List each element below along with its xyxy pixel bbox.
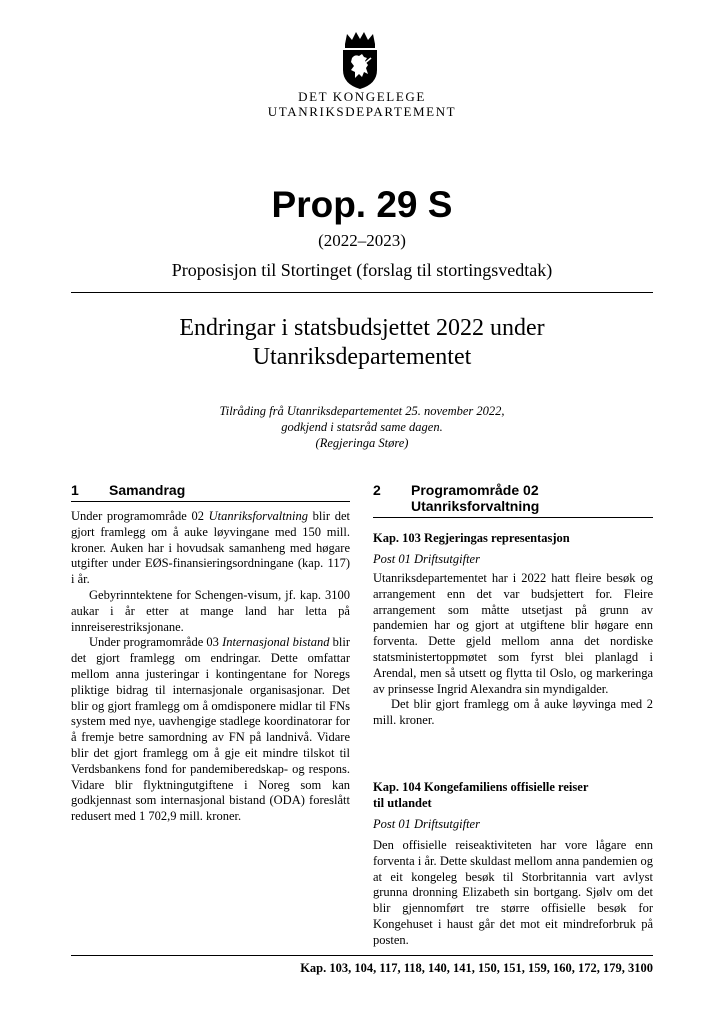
section-1-paragraph-2: Gebyrinntektene for Schengen-visum, jf. kap. 3100 aukar i år etter at mange land har letta på innreiserestriksjonane. <box>71 587 350 634</box>
title-line-2: Utanriksdepartementet <box>252 344 472 370</box>
chapter-list-footer: Kap. 103, 104, 117, 118, 140, 141, 150, 151, 159, 160, 172, 179, 3100 <box>300 961 653 975</box>
coat-of-arms-logo <box>335 30 385 90</box>
text-run: blir det gjort framlegg om å auke løyvingane med 150 mill. kroner. Auken har i hovudsak samanheng med høgare utgifter under EØS-finansieringsordningane (kap. 117) i år. <box>71 509 350 587</box>
document-title <box>0 314 724 372</box>
chapter-103-paragraph-1: Utanriksdepartementet har i 2022 hatt fleire besøk og arrangement enn det var budsjettert for. Fleire arrangement som måtte utsetjast på grunn av pandemien har og gjort at utgiftene blir høgare enn forventa. Dette gjeld mellom anna det nordiske statsministertoppmøtet som fyrst blei planlagd i Arendal, men så utsett og flytta til Oslo, og markeringa av prinsesse Ingrid Alexandra sin myndigalder. <box>373 571 653 696</box>
ministry-name-line2: UTANRIKSDEPARTEMENT <box>267 104 457 119</box>
chapter-103-body <box>373 571 653 729</box>
document-subtitle: Proposisjon til Stortinget (forslag til stortingsvedtak) <box>171 260 553 280</box>
approval-note <box>0 403 724 451</box>
section-1-paragraph-1 <box>71 509 350 588</box>
chapter-104-heading-line-1: Kap. 104 Kongefamiliens offisielle reiser <box>373 780 589 794</box>
text-run: Under programområde 02 <box>71 509 209 523</box>
chapter-104-heading-line-2: til utlandet <box>373 795 432 810</box>
chapter-103-post: Post 01 Driftsutgifter <box>373 552 480 566</box>
text-run: Under programområde 03 <box>89 635 223 650</box>
section-1-title: Samandrag <box>109 482 186 498</box>
chapter-104-heading <box>373 780 653 811</box>
chapter-104-body <box>373 838 653 949</box>
top-divider <box>71 292 653 293</box>
chapter-104-post: Post 01 Driftsutgifter <box>373 817 480 831</box>
section-1-paragraph-3 <box>71 635 350 825</box>
section-2-title-line-2: Utanriksforvaltning <box>411 498 540 514</box>
approval-line-3: (Regjeringa Støre) <box>315 436 409 450</box>
bottom-divider <box>71 955 653 956</box>
ministry-name-line1: DET KONGELEGE <box>298 89 426 104</box>
chapter-103-paragraph-2: Det blir gjort framlegg om å auke løyvinga med 2 mill. kroner. <box>373 697 653 728</box>
text-run: blir det gjort framlegg om endringar. Dette omfattar mellom anna justeringar i kontingentane for Noregs pliktige bidrag til internasjonale organisasjonar. Det blir og gjort framlegg om å omdisponere midlar til FNs system med nye, uavhengige stadlege koordinatorar for å fremje betre samordning av FN på landnivå. Vidare blir det gjort framlegg om å gje eit mindre tilskot til Verdsbankens fond for pandemiberedskap- og respons. Vidare blir flyktningutgiftene i Noreg som kan godkjennast som internasjonal bistand (ODA) foreslått redusert med 1 702,9 mill. kroner. <box>71 635 351 824</box>
approval-line-2: godkjend i statsråd same dagen. <box>281 420 443 434</box>
chapter-103-heading: Kap. 103 Regjeringas representasjon <box>373 531 570 545</box>
section-2-number: 2 <box>373 482 381 498</box>
emphasis-run: Internasjonal bistand <box>222 635 330 650</box>
section-2-rule <box>373 517 653 518</box>
title-line-1: Endringar i statsbudsjettet 2022 under <box>179 315 545 341</box>
chapter-104-paragraph-1: Den offisielle reiseaktiviteten har vore lågare enn forventa i år. Dette skuldast mellom anna pandemien og at eit kongeleg besøk til Storbritannia vart avlyst grunna dronning Elizabeth sin bortgang. Sjølv om det blir gjennomført tre større offisielle besøk for Kongehuset i haust går det mot eit mindreforbruk på posten. <box>373 838 653 947</box>
emphasis-run: Utanriksforvaltning <box>208 509 308 523</box>
session-years: (2022–2023) <box>318 231 406 250</box>
section-2-title-line-1: Programområde 02 <box>411 482 539 498</box>
section-1-heading <box>71 482 350 498</box>
section-1-number: 1 <box>71 482 79 498</box>
section-2-heading <box>373 482 653 514</box>
approval-line-1: Tilråding frå Utanriksdepartementet 25. november 2022, <box>219 404 505 418</box>
section-1-body <box>71 509 350 825</box>
section-1-rule <box>71 501 350 502</box>
proposition-number: Prop. 29 S <box>271 184 453 225</box>
